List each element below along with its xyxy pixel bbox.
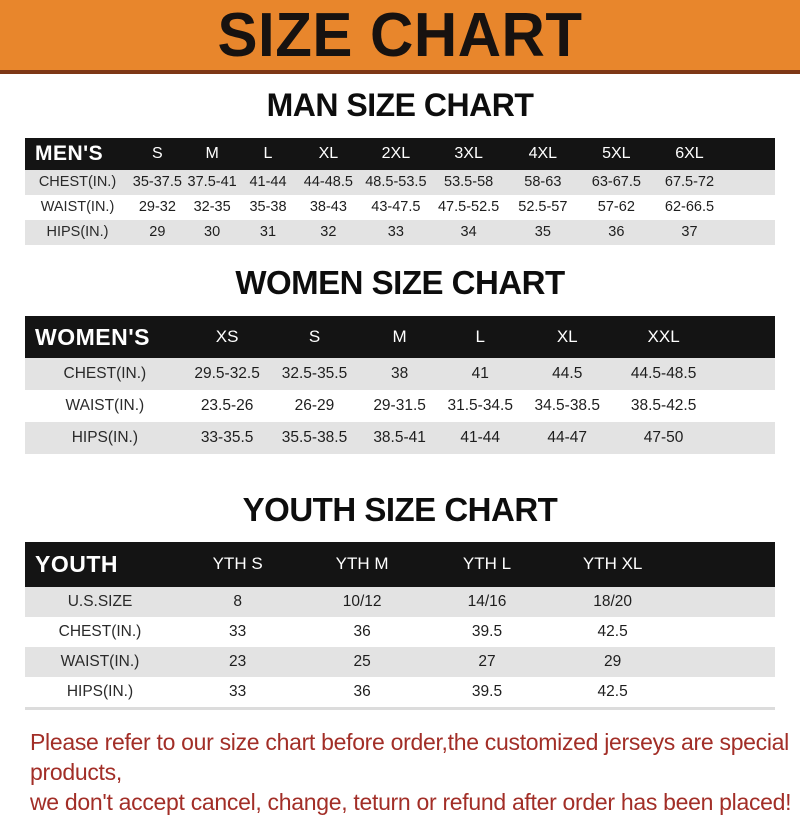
women-s-row-waist-in <box>25 390 775 422</box>
youth-row-chest-in <box>25 617 775 647</box>
size-value: 41-44 <box>240 170 297 195</box>
women-s-header-row <box>25 316 775 358</box>
row-label: CHEST(IN.) <box>25 170 130 195</box>
row-label: HIPS(IN.) <box>25 422 185 454</box>
size-value: 62-66.5 <box>653 195 727 220</box>
column-header-m: M <box>359 316 439 358</box>
column-header-6xl: 6XL <box>653 138 727 170</box>
men-s-size-table <box>25 138 775 245</box>
size-value: 42.5 <box>550 677 675 709</box>
size-value: 29 <box>550 647 675 677</box>
size-value: 42.5 <box>550 617 675 647</box>
women-s-size-section <box>0 263 800 455</box>
row-label: U.S.SIZE <box>25 587 175 617</box>
men-s-header-label: MEN'S <box>25 138 130 170</box>
size-value: 23 <box>175 647 300 677</box>
size-value: 32 <box>297 220 361 245</box>
column-header-5xl: 5XL <box>580 138 653 170</box>
men-s-row-chest-in <box>25 170 775 195</box>
row-filler-cell <box>726 170 775 195</box>
row-filler-cell <box>675 647 775 677</box>
women-s-size-table <box>25 316 775 454</box>
row-filler-cell <box>675 587 775 617</box>
size-value: 31.5-34.5 <box>440 390 521 422</box>
youth-row-u-s-size <box>25 587 775 617</box>
youth-row-waist-in <box>25 647 775 677</box>
column-header-4xl: 4XL <box>506 138 580 170</box>
size-value: 37.5-41 <box>185 170 240 195</box>
size-value: 52.5-57 <box>506 195 580 220</box>
disclaimer-line-2: we don't accept cancel, change, teturn or refund after order has been placed! <box>30 788 792 815</box>
size-value: 33 <box>175 677 300 709</box>
size-value: 36 <box>300 617 424 647</box>
column-header-xl: XL <box>297 138 361 170</box>
row-label: WAIST(IN.) <box>25 647 175 677</box>
size-value: 43-47.5 <box>360 195 431 220</box>
row-filler-cell <box>713 358 775 390</box>
row-filler-cell <box>675 677 775 709</box>
column-header-xl: XL <box>521 316 614 358</box>
disclaimer-line-1: Please refer to our size chart before order,the customized jerseys are special products, <box>30 728 789 785</box>
men-s-header-row <box>25 138 775 170</box>
youth-size-table <box>25 542 775 710</box>
size-value: 34.5-38.5 <box>521 390 614 422</box>
size-value: 26-29 <box>269 390 359 422</box>
header-filler-cell <box>713 316 775 358</box>
column-header-xxl: XXL <box>614 316 714 358</box>
column-header-3xl: 3XL <box>432 138 506 170</box>
row-label: HIPS(IN.) <box>25 677 175 709</box>
row-filler-cell <box>713 390 775 422</box>
size-value: 33 <box>175 617 300 647</box>
size-value: 18/20 <box>550 587 675 617</box>
size-value: 30 <box>185 220 240 245</box>
size-value: 29-31.5 <box>359 390 439 422</box>
men-s-row-hips-in <box>25 220 775 245</box>
row-label: WAIST(IN.) <box>25 195 130 220</box>
size-chart-sections <box>0 89 800 710</box>
size-value: 38.5-42.5 <box>614 390 714 422</box>
header-filler-cell <box>726 138 775 170</box>
column-header-yth-l: YTH L <box>424 542 550 587</box>
size-value: 35-38 <box>240 195 297 220</box>
size-value: 33 <box>360 220 431 245</box>
column-header-xs: XS <box>185 316 270 358</box>
size-value: 35 <box>506 220 580 245</box>
size-value: 37 <box>653 220 727 245</box>
size-value: 35-37.5 <box>130 170 185 195</box>
size-value: 44.5 <box>521 358 614 390</box>
men-s-row-waist-in <box>25 195 775 220</box>
size-value: 29-32 <box>130 195 185 220</box>
size-value: 29.5-32.5 <box>185 358 270 390</box>
size-value: 33-35.5 <box>185 422 270 454</box>
size-value: 23.5-26 <box>185 390 270 422</box>
size-value: 14/16 <box>424 587 550 617</box>
row-filler-cell <box>726 220 775 245</box>
size-value: 31 <box>240 220 297 245</box>
size-value: 36 <box>580 220 653 245</box>
column-header-m: M <box>185 138 240 170</box>
size-value: 39.5 <box>424 677 550 709</box>
size-value: 44-47 <box>521 422 614 454</box>
column-header-2xl: 2XL <box>360 138 431 170</box>
row-label: CHEST(IN.) <box>25 358 185 390</box>
row-filler-cell <box>675 617 775 647</box>
column-header-l: L <box>440 316 521 358</box>
size-value: 8 <box>175 587 300 617</box>
column-header-yth-s: YTH S <box>175 542 300 587</box>
size-value: 41-44 <box>440 422 521 454</box>
size-value: 34 <box>432 220 506 245</box>
size-value: 53.5-58 <box>432 170 506 195</box>
row-label: CHEST(IN.) <box>25 617 175 647</box>
column-header-yth-m: YTH M <box>300 542 424 587</box>
youth-header-label: YOUTH <box>25 542 175 587</box>
row-label: WAIST(IN.) <box>25 390 185 422</box>
size-value: 35.5-38.5 <box>269 422 359 454</box>
column-header-yth-xl: YTH XL <box>550 542 675 587</box>
footer-disclaimer <box>30 727 800 817</box>
size-value: 44-48.5 <box>297 170 361 195</box>
women-s-row-chest-in <box>25 358 775 390</box>
size-value: 44.5-48.5 <box>614 358 714 390</box>
column-header-s: S <box>269 316 359 358</box>
youth-size-section <box>0 493 800 710</box>
size-value: 67.5-72 <box>653 170 727 195</box>
size-value: 36 <box>300 677 424 709</box>
header-filler-cell <box>675 542 775 587</box>
women-s-section-title: WOMEN SIZE CHART <box>235 263 565 301</box>
size-value: 38.5-41 <box>359 422 439 454</box>
size-value: 39.5 <box>424 617 550 647</box>
size-value: 25 <box>300 647 424 677</box>
column-header-s: S <box>130 138 185 170</box>
row-label: HIPS(IN.) <box>25 220 130 245</box>
youth-section-title: YOUTH SIZE CHART <box>242 491 558 529</box>
size-value: 38 <box>359 358 439 390</box>
women-s-header-label: WOMEN'S <box>25 316 185 358</box>
size-value: 32-35 <box>185 195 240 220</box>
size-value: 29 <box>130 220 185 245</box>
men-s-size-section <box>0 89 800 245</box>
size-value: 58-63 <box>506 170 580 195</box>
row-filler-cell <box>726 195 775 220</box>
size-value: 63-67.5 <box>580 170 653 195</box>
size-value: 47.5-52.5 <box>432 195 506 220</box>
row-filler-cell <box>713 422 775 454</box>
women-s-row-hips-in <box>25 422 775 454</box>
size-value: 10/12 <box>300 587 424 617</box>
youth-row-hips-in <box>25 677 775 709</box>
size-value: 47-50 <box>614 422 714 454</box>
column-header-l: L <box>240 138 297 170</box>
men-s-section-title: MAN SIZE CHART <box>266 87 534 123</box>
banner-title: SIZE CHART <box>217 0 583 70</box>
size-value: 57-62 <box>580 195 653 220</box>
size-value: 32.5-35.5 <box>269 358 359 390</box>
size-value: 41 <box>440 358 521 390</box>
size-value: 48.5-53.5 <box>360 170 431 195</box>
size-chart-banner <box>0 0 800 74</box>
size-value: 27 <box>424 647 550 677</box>
size-value: 38-43 <box>297 195 361 220</box>
youth-header-row <box>25 542 775 587</box>
